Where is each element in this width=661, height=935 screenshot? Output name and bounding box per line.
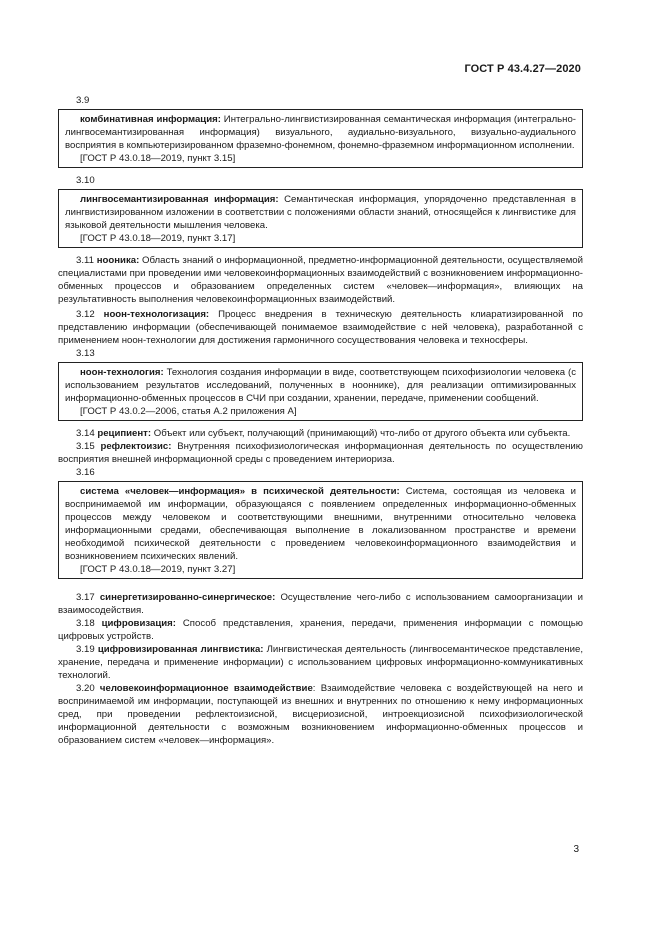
- clause-number: 3.14: [76, 428, 95, 439]
- term: реципиент:: [97, 428, 152, 439]
- definition: Объект или субъект, получающий (принимающий) что-либо от другого объекта или субъекта.: [151, 428, 571, 439]
- clause-number: 3.18: [76, 618, 95, 629]
- term: человекоинформационное взаимодействие: [99, 683, 313, 694]
- definition-paragraph: [58, 682, 583, 747]
- definition-paragraph: [58, 591, 583, 617]
- definition-box: [58, 189, 583, 248]
- term: комбинативная информация:: [80, 114, 221, 125]
- definition: Внутренняя психофизиологическая информационная деятельность по осуществлению восприятия внешней информационной среды с проведением интериориза.: [58, 441, 583, 465]
- clause-number: 3.9: [76, 95, 90, 106]
- definition: : Взаимодействие человека с воздействующей на него и воспринимаемой им информации, поступающей из внешних и внутренних по отношению к нему информационных сред, при проведении рефлектоизисной, висцериозисной, интроекциозисной психофизиологической информационной деятельности с возможным возникновением информационно-обменных процессов и образованием систем «человек—информация».: [58, 683, 583, 746]
- term: нооника:: [96, 255, 140, 266]
- term: рефлектоизис:: [100, 441, 172, 452]
- definition-text: [65, 113, 576, 152]
- definition: Способ представления, хранения, передачи, применения информации с помощью цифровых устройств.: [58, 618, 583, 642]
- clause-number: 3.17: [76, 592, 95, 603]
- term: ноон-технологизация:: [103, 309, 210, 320]
- definition: Система, состоящая из человека и воспринимаемой им информации, образующаяся с появлением определенных информационно-обменных процессов между человеком и соответствующими внешними, внутренними относительно человека информационными средами, обеспечивающая выполнение в локализованном пространстве и времени необходимой психической деятельности с проведением человекоинформационного взаимодействия и возникновением психических явлений.: [65, 486, 576, 562]
- clause-number: 3.15: [76, 441, 95, 452]
- definition-paragraph: [58, 254, 583, 306]
- definition-text: [65, 366, 576, 405]
- clause-number: 3.12: [76, 309, 95, 320]
- term: цифровизация:: [101, 618, 176, 629]
- definition-text: [65, 193, 576, 232]
- term: система «человек—информация» в психической деятельности:: [80, 486, 400, 497]
- definition-paragraph: [58, 643, 583, 682]
- definition: Технология создания информации в виде, соответствующем психофизиологии человека (с использованием результатов исследований, полученных в нооннике), для реализации оптимизированных информационно-обменных процессов в СЧИ при создании, хранении, передаче, применении сообщений.: [65, 367, 576, 404]
- standard-code-header: ГОСТ Р 43.4.27—2020: [464, 63, 581, 75]
- page-number: 3: [573, 844, 579, 855]
- definition-paragraph: [58, 617, 583, 643]
- clause-number: 3.19: [76, 644, 95, 655]
- definition-paragraph: [58, 440, 583, 466]
- definition: Семантическая информация, упорядоченно представленная в лингвистизированном изложении в соответствии с положениями области знаний, относящейся к лингвистике для языковой деятельности мышления человека.: [65, 194, 576, 231]
- definition: Процесс внедрения в техническую деятельность клиаратизированной по представлению информации (обеспечивающей понимаемое взаимодействие с ней человека), разработанной с применением ноон-технологии для достижения гармоничного сосуществования человека и техносферы.: [58, 309, 583, 346]
- term: синергетизированно-синергическое:: [99, 592, 276, 603]
- term: лингвосемантизированная информация:: [80, 194, 279, 205]
- definition: Осуществление чего-либо с использованием самоорганизации и взаимосодействия.: [58, 592, 583, 616]
- definition-box: [58, 109, 583, 168]
- source-reference: [ГОСТ Р 43.0.18—2019, пункт 3.15]: [80, 153, 236, 164]
- definition-paragraph: [58, 308, 583, 347]
- definition: Интегрально-лингвистизированная семантическая информация (интегрально-лингвосемантизированная информация) визуального, аудиально-визуального, визуально-аудиального восприятия в компьютеризированном фраземно-фонемном, фонемно-фраземном информационном исполнении.: [65, 114, 576, 151]
- definition: Лингвистическая деятельность (лингвосемантическое представление, хранение, передача и применение информации) с использованием цифровых информационно-коммуникативных технологий.: [58, 644, 583, 681]
- clause-number: 3.20: [76, 683, 95, 694]
- definition-box: [58, 481, 583, 579]
- clause-number: 3.13: [76, 348, 95, 359]
- clause-number: 3.11: [76, 255, 94, 266]
- source-reference: [ГОСТ Р 43.0.18—2019, пункт 3.17]: [80, 233, 236, 244]
- source-reference: [ГОСТ Р 43.0.18—2019, пункт 3.27]: [80, 564, 236, 575]
- clause-number: 3.16: [76, 467, 95, 478]
- definition-paragraph: [58, 427, 583, 440]
- source-reference: [ГОСТ Р 43.0.2—2006, статья А.2 приложения А]: [80, 406, 297, 417]
- term: цифровизированная лингвистика:: [97, 644, 264, 655]
- definition-text: [65, 485, 576, 563]
- clause-number: 3.10: [76, 175, 95, 186]
- document-body: [58, 94, 583, 747]
- definition-box: [58, 362, 583, 421]
- term: ноон-технология:: [80, 367, 164, 378]
- definition: Область знаний о информационной, предметно-информационной деятельности, осуществляемой специалистами при проведении ими человекоинформационных взаимодействий с возникновением информационно-обменных процессов и образованием определенных систем «человек—информация», влияющих на результативность выполнения человекоинформационных взаимодействий.: [58, 255, 584, 305]
